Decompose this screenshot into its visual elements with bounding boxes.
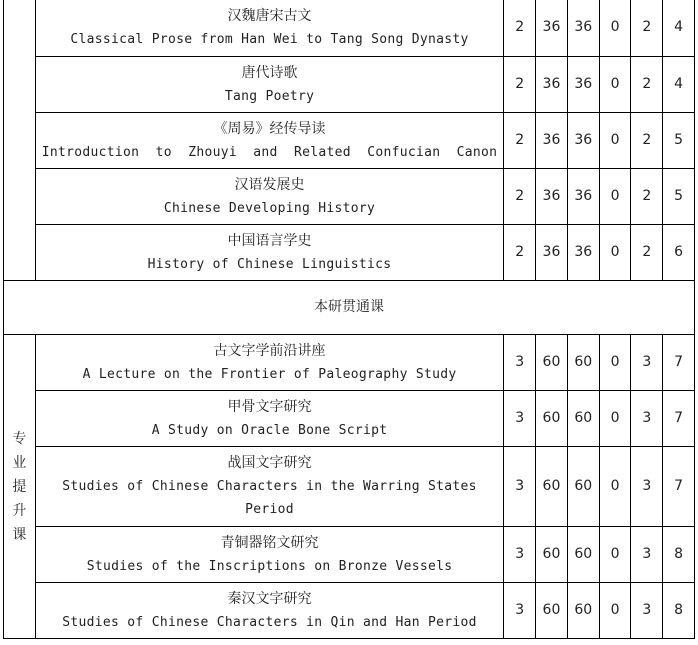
table-row xyxy=(4,583,695,639)
practice-hours-cell: 0 xyxy=(599,583,631,639)
credits-cell: 2 xyxy=(504,57,536,113)
course-name-en: Studies of Chinese Characters in the Warring States Period xyxy=(62,479,477,517)
credits-cell: 3 xyxy=(504,583,536,639)
practice-hours-cell: 0 xyxy=(599,0,631,57)
semester-cell: 4 xyxy=(663,0,695,57)
course-name-en: A Lecture on the Frontier of Paleography Study xyxy=(82,366,457,382)
total-hours-cell: 36 xyxy=(536,57,568,113)
course-name-en: Studies of the Inscriptions on Bronze Vessels xyxy=(86,558,453,574)
course-name-cn: 唐代诗歌 xyxy=(241,64,298,81)
course-cell xyxy=(35,57,504,113)
course-cell xyxy=(35,447,504,527)
table-row xyxy=(4,0,695,57)
course-table xyxy=(3,0,695,639)
practice-hours-cell: 0 xyxy=(599,57,631,113)
course-cell xyxy=(35,527,504,583)
credits-cell: 2 xyxy=(504,0,536,57)
weekly-hours-cell: 3 xyxy=(631,391,663,447)
course-name-en: Introduction to Zhouyi and Related Confucian Canon xyxy=(41,144,498,160)
table-row xyxy=(4,225,695,281)
course-name-cn: 汉魏唐宋古文 xyxy=(227,7,312,24)
course-cell xyxy=(35,113,504,169)
course-name-cn: 青铜器铭文研究 xyxy=(220,534,319,551)
practice-hours-cell: 0 xyxy=(599,113,631,169)
course-cell xyxy=(35,0,504,57)
course-name-cn: 秦汉文字研究 xyxy=(227,590,312,607)
weekly-hours-cell: 3 xyxy=(631,335,663,391)
weekly-hours-cell: 3 xyxy=(631,527,663,583)
credits-cell: 3 xyxy=(504,527,536,583)
course-name-en: Chinese Developing History xyxy=(163,200,376,216)
course-name-en: Classical Prose from Han Wei to Tang Song Dynasty xyxy=(70,31,469,47)
lecture-hours-cell: 36 xyxy=(567,57,599,113)
section-row xyxy=(4,281,695,335)
credits-cell: 2 xyxy=(504,225,536,281)
credits-cell: 2 xyxy=(504,169,536,225)
total-hours-cell: 60 xyxy=(536,335,568,391)
weekly-hours-cell: 3 xyxy=(631,583,663,639)
total-hours-cell: 60 xyxy=(536,391,568,447)
weekly-hours-cell: 2 xyxy=(631,57,663,113)
table-row xyxy=(4,447,695,527)
total-hours-cell: 36 xyxy=(536,169,568,225)
practice-hours-cell: 0 xyxy=(599,527,631,583)
table-row xyxy=(4,527,695,583)
course-name-cn: 汉语发展史 xyxy=(234,176,305,193)
weekly-hours-cell: 2 xyxy=(631,169,663,225)
weekly-hours-cell: 2 xyxy=(631,0,663,57)
total-hours-cell: 36 xyxy=(536,0,568,57)
course-cell xyxy=(35,583,504,639)
semester-cell: 7 xyxy=(663,335,695,391)
semester-cell: 7 xyxy=(663,391,695,447)
table-row xyxy=(4,57,695,113)
semester-cell: 5 xyxy=(663,169,695,225)
semester-cell: 4 xyxy=(663,57,695,113)
lecture-hours-cell: 60 xyxy=(567,527,599,583)
category-cell xyxy=(4,335,36,639)
table-row xyxy=(4,335,695,391)
table-row xyxy=(4,113,695,169)
course-name-en: History of Chinese Linguistics xyxy=(147,256,392,272)
practice-hours-cell: 0 xyxy=(599,447,631,527)
weekly-hours-cell: 3 xyxy=(631,447,663,527)
course-name-cn: 甲骨文字研究 xyxy=(227,398,312,415)
credits-cell: 3 xyxy=(504,447,536,527)
table-row xyxy=(4,391,695,447)
lecture-hours-cell: 60 xyxy=(567,335,599,391)
table-row xyxy=(4,169,695,225)
section-title: 本研贯通课 xyxy=(4,281,695,335)
total-hours-cell: 36 xyxy=(536,225,568,281)
weekly-hours-cell: 2 xyxy=(631,113,663,169)
lecture-hours-cell: 36 xyxy=(567,225,599,281)
practice-hours-cell: 0 xyxy=(599,225,631,281)
course-name-en: Tang Poetry xyxy=(224,88,315,104)
semester-cell: 8 xyxy=(663,527,695,583)
lecture-hours-cell: 36 xyxy=(567,0,599,57)
total-hours-cell: 60 xyxy=(536,583,568,639)
semester-cell: 8 xyxy=(663,583,695,639)
total-hours-cell: 60 xyxy=(536,527,568,583)
lecture-hours-cell: 60 xyxy=(567,583,599,639)
semester-cell: 7 xyxy=(663,447,695,527)
course-cell xyxy=(35,391,504,447)
lecture-hours-cell: 60 xyxy=(567,391,599,447)
practice-hours-cell: 0 xyxy=(599,391,631,447)
course-name-en: A Study on Oracle Bone Script xyxy=(151,422,388,438)
lecture-hours-cell: 36 xyxy=(567,113,599,169)
weekly-hours-cell: 2 xyxy=(631,225,663,281)
course-name-cn: 中国语言学史 xyxy=(227,232,312,249)
semester-cell: 5 xyxy=(663,113,695,169)
course-cell xyxy=(35,335,504,391)
practice-hours-cell: 0 xyxy=(599,335,631,391)
course-cell xyxy=(35,169,504,225)
course-cell xyxy=(35,225,504,281)
lecture-hours-cell: 60 xyxy=(567,447,599,527)
credits-cell: 2 xyxy=(504,113,536,169)
category-label: 专业提升课 xyxy=(12,430,27,543)
semester-cell: 6 xyxy=(663,225,695,281)
course-name-cn: 战国文字研究 xyxy=(227,455,312,471)
lecture-hours-cell: 36 xyxy=(567,169,599,225)
credits-cell: 3 xyxy=(504,335,536,391)
practice-hours-cell: 0 xyxy=(599,169,631,225)
course-name-en: Studies of Chinese Characters in Qin and Han Period xyxy=(62,614,477,630)
course-name-cn: 《周易》经传导读 xyxy=(213,120,326,137)
total-hours-cell: 36 xyxy=(536,113,568,169)
credits-cell: 3 xyxy=(504,391,536,447)
category-cell xyxy=(4,0,36,281)
total-hours-cell: 60 xyxy=(536,447,568,527)
course-name-cn: 古文字学前沿讲座 xyxy=(213,342,326,359)
